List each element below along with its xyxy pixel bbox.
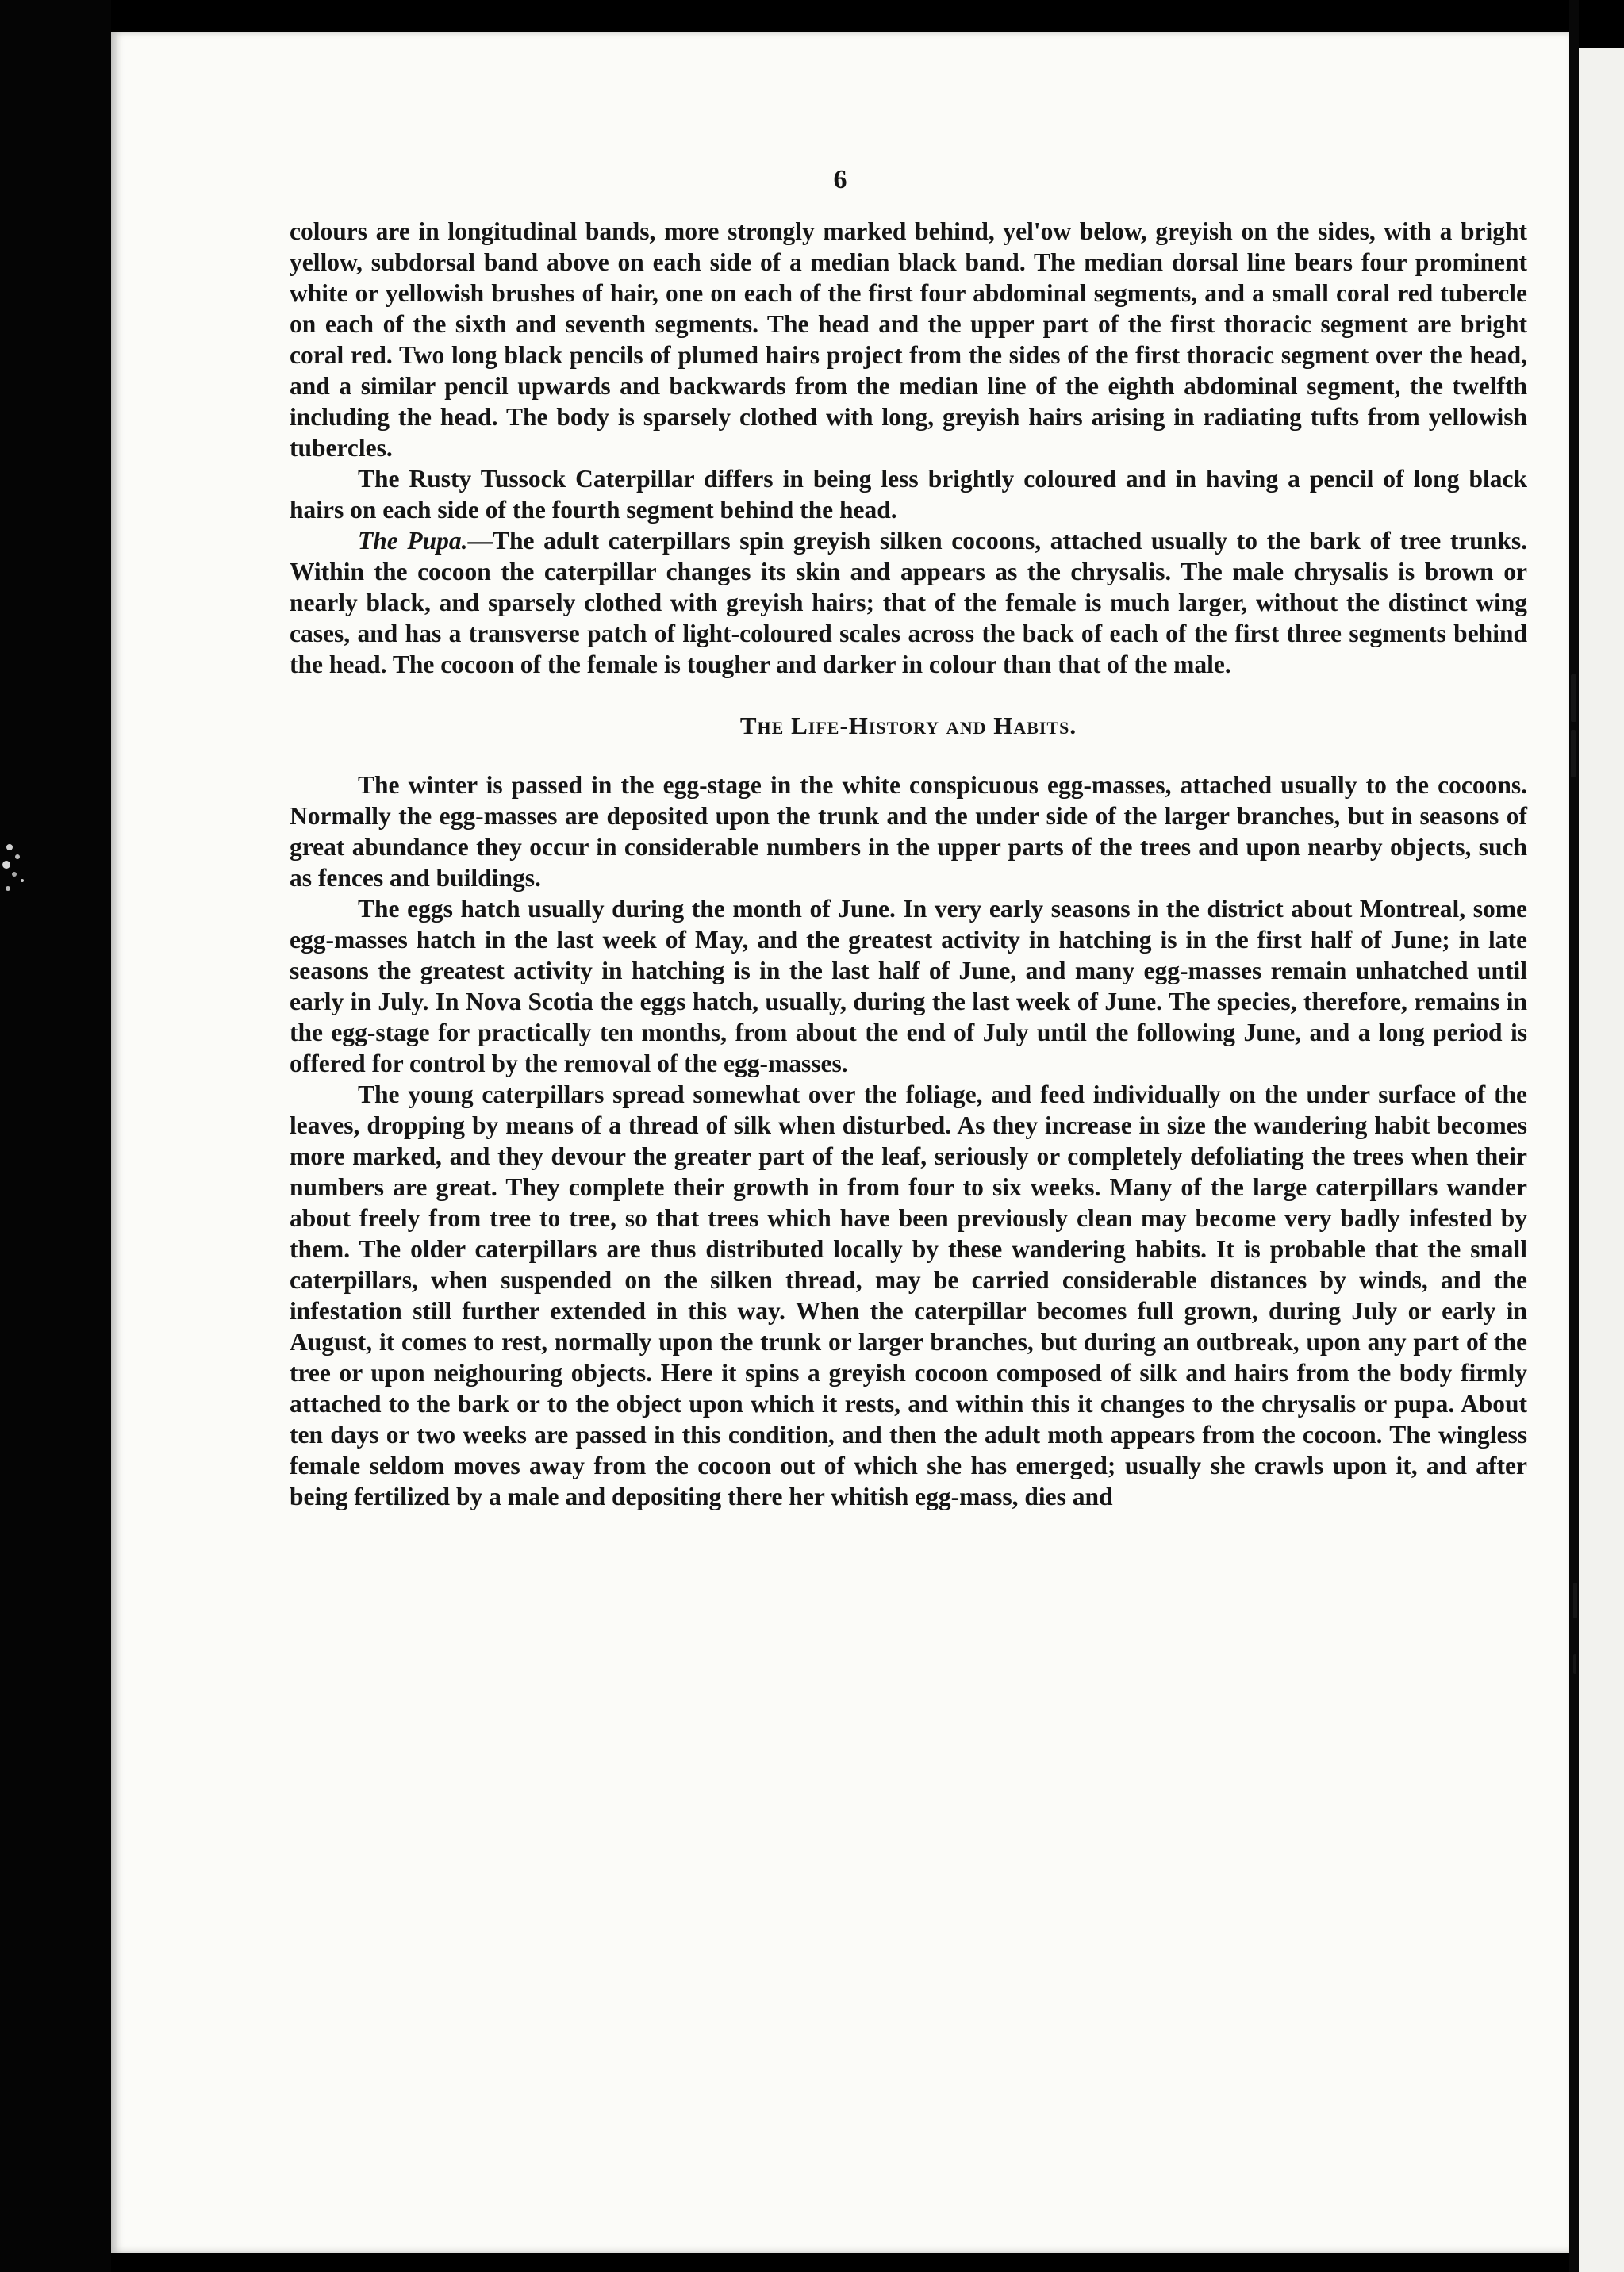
bleed-mark bbox=[1573, 1583, 1577, 1618]
paragraph-winter-egg-stage: The winter is passed in the egg-stage in the white conspicuous egg-masses, attached usually to the cocoons. Normally the egg-masses are deposited upon the trunk and the under side of the larger branches, but in seasons of great abundance they occur in considerable numbers in the upper parts of the trees and upon nearby objects, such as fences and buildings. bbox=[290, 771, 1527, 892]
paragraph-rusty-tussock: The Rusty Tussock Caterpillar differs in being less brightly coloured and in having a pencil of long black hairs on each side of the fourth segment behind the head. bbox=[290, 465, 1527, 524]
bleed-mark bbox=[1571, 730, 1576, 777]
bleed-mark bbox=[1571, 674, 1576, 722]
pupa-text: —The adult caterpillars spin greyish silken cocoons, attached usually to the bark of tree trunks. Within the cocoon the caterpillar changes its skin and appears as the chrysalis. The male chrysalis is brown or nearly black, and sparsely clothed with greyish hairs; that of the female is much larger, without the distinct wing cases, and has a transverse patch of light-coloured scales across the back of each of the first three segments behind the head. The cocoon of the female is tougher and darker in colour than that of the male. bbox=[290, 527, 1527, 678]
scan-noise-specks bbox=[0, 841, 32, 904]
adjacent-page-edge bbox=[1579, 48, 1624, 2272]
page-gutter bbox=[1569, 0, 1579, 2272]
left-scan-margin bbox=[0, 0, 111, 2272]
paragraph-pupa bbox=[290, 525, 1527, 680]
paper-sheet bbox=[111, 32, 1569, 2253]
page-number: 6 bbox=[833, 165, 847, 194]
paragraph-egg-hatching: The eggs hatch usually during the month of June. In very early seasons in the district about Montreal, some egg-masses hatch in the last week of May, and the greatest activity in hatching is in the first half of June; in late seasons the greatest activity in hatching is in the last half of June, and many egg-masses remain unhatched until early in July. In Nova Scotia the eggs hatch, usually, during the last week of June. The species, therefore, remains in the egg-stage for practically ten months, from about the end of July until the following June, and a long period is offered for control by the removal of the egg-masses. bbox=[290, 895, 1527, 1077]
body-text bbox=[290, 216, 1527, 1512]
bleed-mark bbox=[1573, 1654, 1576, 1674]
pupa-lead-heading: The Pupa. bbox=[358, 527, 468, 555]
paragraph-young-caterpillars: The young caterpillars spread somewhat over the foliage, and feed individually on the under surface of the leaves, dropping by means of a thread of silk when disturbed. As they increase in size the wandering habit becomes more marked, and they devour the greater part of the leaf, seriously or completely defoliating the trees when their numbers are great. They complete their growth in from four to six weeks. Many of the large caterpillars wander about freely from tree to tree, so that trees which have been previously clean may become very badly infested by them. The older caterpillars are thus distributed locally by these wandering habits. It is probable that the small caterpillars, when suspended on the silken thread, may be carried considerable distances by winds, and the infestation still further extended in this way. When the caterpillar becomes full grown, during July or early in August, it comes to rest, normally upon the trunk or larger branches, but during an outbreak, upon any part of the tree or upon neighouring objects. Here it spins a greyish cocoon composed of silk and hairs from the body firmly attached to the bark or to the object upon which it rests, and within this it changes to the chrysalis or pupa. About ten days or two weeks are passed in this condition, and then the adult moth appears from the cocoon. The wingless female seldom moves away from the cocoon out of which she has emerged; usually she crawls upon it, and after being fertilized by a male and depositing there her whitish egg-mass, dies and bbox=[290, 1080, 1527, 1510]
section-heading: The Life-History and Habits. bbox=[739, 712, 1077, 739]
paragraph-caterpillar-colours: colours are in longitudinal bands, more strongly marked behind, yel'ow below, greyish on the sides, with a bright yellow, subdorsal band above on each side of a median black band. The median dorsal line bears four prominent white or yellowish brushes of hair, one on each of the first four abdominal segments, and a small coral red tubercle on each of the sixth and seventh segments. The head and the upper part of the first thoracic segment are bright coral red. Two long black pencils of plumed hairs project from the sides of the first thoracic segment over the head, and a similar pencil upwards and backwards from the median line of the eighth abdominal segment, the twelfth including the head. The body is sparsely clothed with long, greyish hairs arising in radiating tufts from yellowish tubercles. bbox=[290, 217, 1527, 462]
